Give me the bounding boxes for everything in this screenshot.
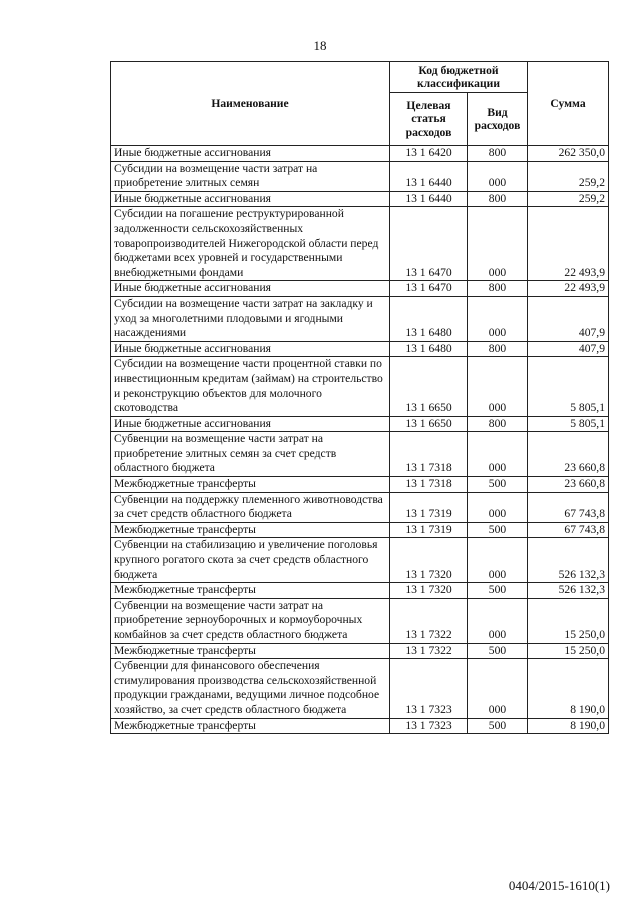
table-row: [111, 718, 609, 734]
row-target-article: 13 1 7318: [390, 477, 468, 493]
row-expense-type: 000: [468, 432, 528, 477]
row-target-article: 13 1 6650: [390, 357, 468, 416]
row-name: Иные бюджетные ассигнования: [111, 416, 390, 432]
row-sum: 259,2: [528, 191, 609, 207]
row-expense-type: 500: [468, 718, 528, 734]
table-row: [111, 492, 609, 522]
row-target-article: 13 1 7323: [390, 659, 468, 718]
row-name: Субвенции на возмещение части затрат на приобретение зерноуборочных и кормоуборочных комбайнов за счет средств областного бюджета: [111, 598, 390, 643]
row-sum: 407,9: [528, 296, 609, 341]
row-name: Межбюджетные трансферты: [111, 718, 390, 734]
row-target-article: 13 1 6420: [390, 146, 468, 162]
row-sum: 5 805,1: [528, 357, 609, 416]
row-expense-type: 000: [468, 357, 528, 416]
row-expense-type: 000: [468, 598, 528, 643]
row-name: Иные бюджетные ассигнования: [111, 281, 390, 297]
row-name: Субвенции на поддержку племенного животноводства за счет средств областного бюджета: [111, 492, 390, 522]
row-target-article: 13 1 7319: [390, 492, 468, 522]
row-name: Субсидии на возмещение части процентной ставки по инвестиционным кредитам (займам) на строительство и реконструкцию объектов для молочного скотоводства: [111, 357, 390, 416]
row-name: Субвенции на стабилизацию и увеличение поголовья крупного рогатого скота за счет средств областного бюджета: [111, 538, 390, 583]
row-target-article: 13 1 7322: [390, 643, 468, 659]
row-expense-type: 000: [468, 296, 528, 341]
row-sum: 526 132,3: [528, 538, 609, 583]
budget-table: [110, 61, 609, 734]
row-expense-type: 000: [468, 492, 528, 522]
row-target-article: 13 1 6440: [390, 161, 468, 191]
header-name: Наименование: [111, 62, 390, 146]
row-sum: 526 132,3: [528, 583, 609, 599]
row-target-article: 13 1 7323: [390, 718, 468, 734]
row-name: Субвенции на возмещение части затрат на приобретение элитных семян за счет средств областного бюджета: [111, 432, 390, 477]
row-expense-type: 800: [468, 146, 528, 162]
row-name: Межбюджетные трансферты: [111, 477, 390, 493]
row-sum: 8 190,0: [528, 659, 609, 718]
row-target-article: 13 1 6480: [390, 341, 468, 357]
row-sum: 15 250,0: [528, 598, 609, 643]
table-row: [111, 522, 609, 538]
row-expense-type: 000: [468, 207, 528, 281]
table-row: [111, 191, 609, 207]
table-row: [111, 146, 609, 162]
table-row: [111, 161, 609, 191]
table-row: [111, 598, 609, 643]
row-target-article: 13 1 6480: [390, 296, 468, 341]
row-target-article: 13 1 7320: [390, 583, 468, 599]
row-expense-type: 800: [468, 191, 528, 207]
row-target-article: 13 1 7318: [390, 432, 468, 477]
row-name: Межбюджетные трансферты: [111, 643, 390, 659]
row-target-article: 13 1 6440: [390, 191, 468, 207]
table-row: [111, 583, 609, 599]
row-sum: 67 743,8: [528, 522, 609, 538]
row-expense-type: 000: [468, 161, 528, 191]
row-target-article: 13 1 6470: [390, 207, 468, 281]
row-expense-type: 500: [468, 477, 528, 493]
table-row: [111, 477, 609, 493]
header-code-group: Код бюджетной классификации: [390, 62, 528, 93]
table-row: [111, 357, 609, 416]
table-body: [111, 146, 609, 734]
row-expense-type: 800: [468, 341, 528, 357]
header-expense-type: Вид расходов: [468, 93, 528, 146]
row-expense-type: 000: [468, 659, 528, 718]
row-target-article: 13 1 7322: [390, 598, 468, 643]
row-name: Межбюджетные трансферты: [111, 583, 390, 599]
row-expense-type: 000: [468, 538, 528, 583]
row-name: Субвенции для финансового обеспечения стимулирования производства сельскохозяйственной продукции гражданами, ведущими личное подсобное хозяйство, за счет средств областного бюджета: [111, 659, 390, 718]
table-row: [111, 643, 609, 659]
row-name: Иные бюджетные ассигнования: [111, 341, 390, 357]
row-sum: 5 805,1: [528, 416, 609, 432]
row-target-article: 13 1 6470: [390, 281, 468, 297]
table-row: [111, 281, 609, 297]
table-row: [111, 416, 609, 432]
table-row: [111, 538, 609, 583]
header-target-article: Целевая статья расходов: [390, 93, 468, 146]
row-sum: 23 660,8: [528, 432, 609, 477]
row-name: Иные бюджетные ассигнования: [111, 191, 390, 207]
row-expense-type: 500: [468, 643, 528, 659]
row-sum: 262 350,0: [528, 146, 609, 162]
row-expense-type: 800: [468, 281, 528, 297]
row-expense-type: 800: [468, 416, 528, 432]
header-sum: Сумма: [528, 62, 609, 146]
row-sum: 15 250,0: [528, 643, 609, 659]
row-name: Субсидии на погашение реструктурированной задолженности сельскохозяйственных товаропроизводителей Нижегородской области перед бюджетами всех уровней и государственными внебюджетными фондами: [111, 207, 390, 281]
header-row-top: [111, 62, 609, 93]
row-sum: 407,9: [528, 341, 609, 357]
row-target-article: 13 1 7319: [390, 522, 468, 538]
row-sum: 67 743,8: [528, 492, 609, 522]
row-target-article: 13 1 7320: [390, 538, 468, 583]
row-expense-type: 500: [468, 522, 528, 538]
row-expense-type: 500: [468, 583, 528, 599]
table-row: [111, 432, 609, 477]
row-target-article: 13 1 6650: [390, 416, 468, 432]
table-row: [111, 207, 609, 281]
row-name: Иные бюджетные ассигнования: [111, 146, 390, 162]
table-row: [111, 296, 609, 341]
row-name: Межбюджетные трансферты: [111, 522, 390, 538]
page-number: 18: [313, 38, 327, 53]
row-sum: 259,2: [528, 161, 609, 191]
document-code: 0404/2015-1610(1): [508, 878, 610, 893]
table-row: [111, 659, 609, 718]
row-sum: 23 660,8: [528, 477, 609, 493]
table-row: [111, 341, 609, 357]
row-sum: 22 493,9: [528, 207, 609, 281]
row-sum: 8 190,0: [528, 718, 609, 734]
row-name: Субсидии на возмещение части затрат на закладку и уход за многолетними плодовыми и ягодными насаждениями: [111, 296, 390, 341]
row-name: Субсидии на возмещение части затрат на приобретение элитных семян: [111, 161, 390, 191]
row-sum: 22 493,9: [528, 281, 609, 297]
